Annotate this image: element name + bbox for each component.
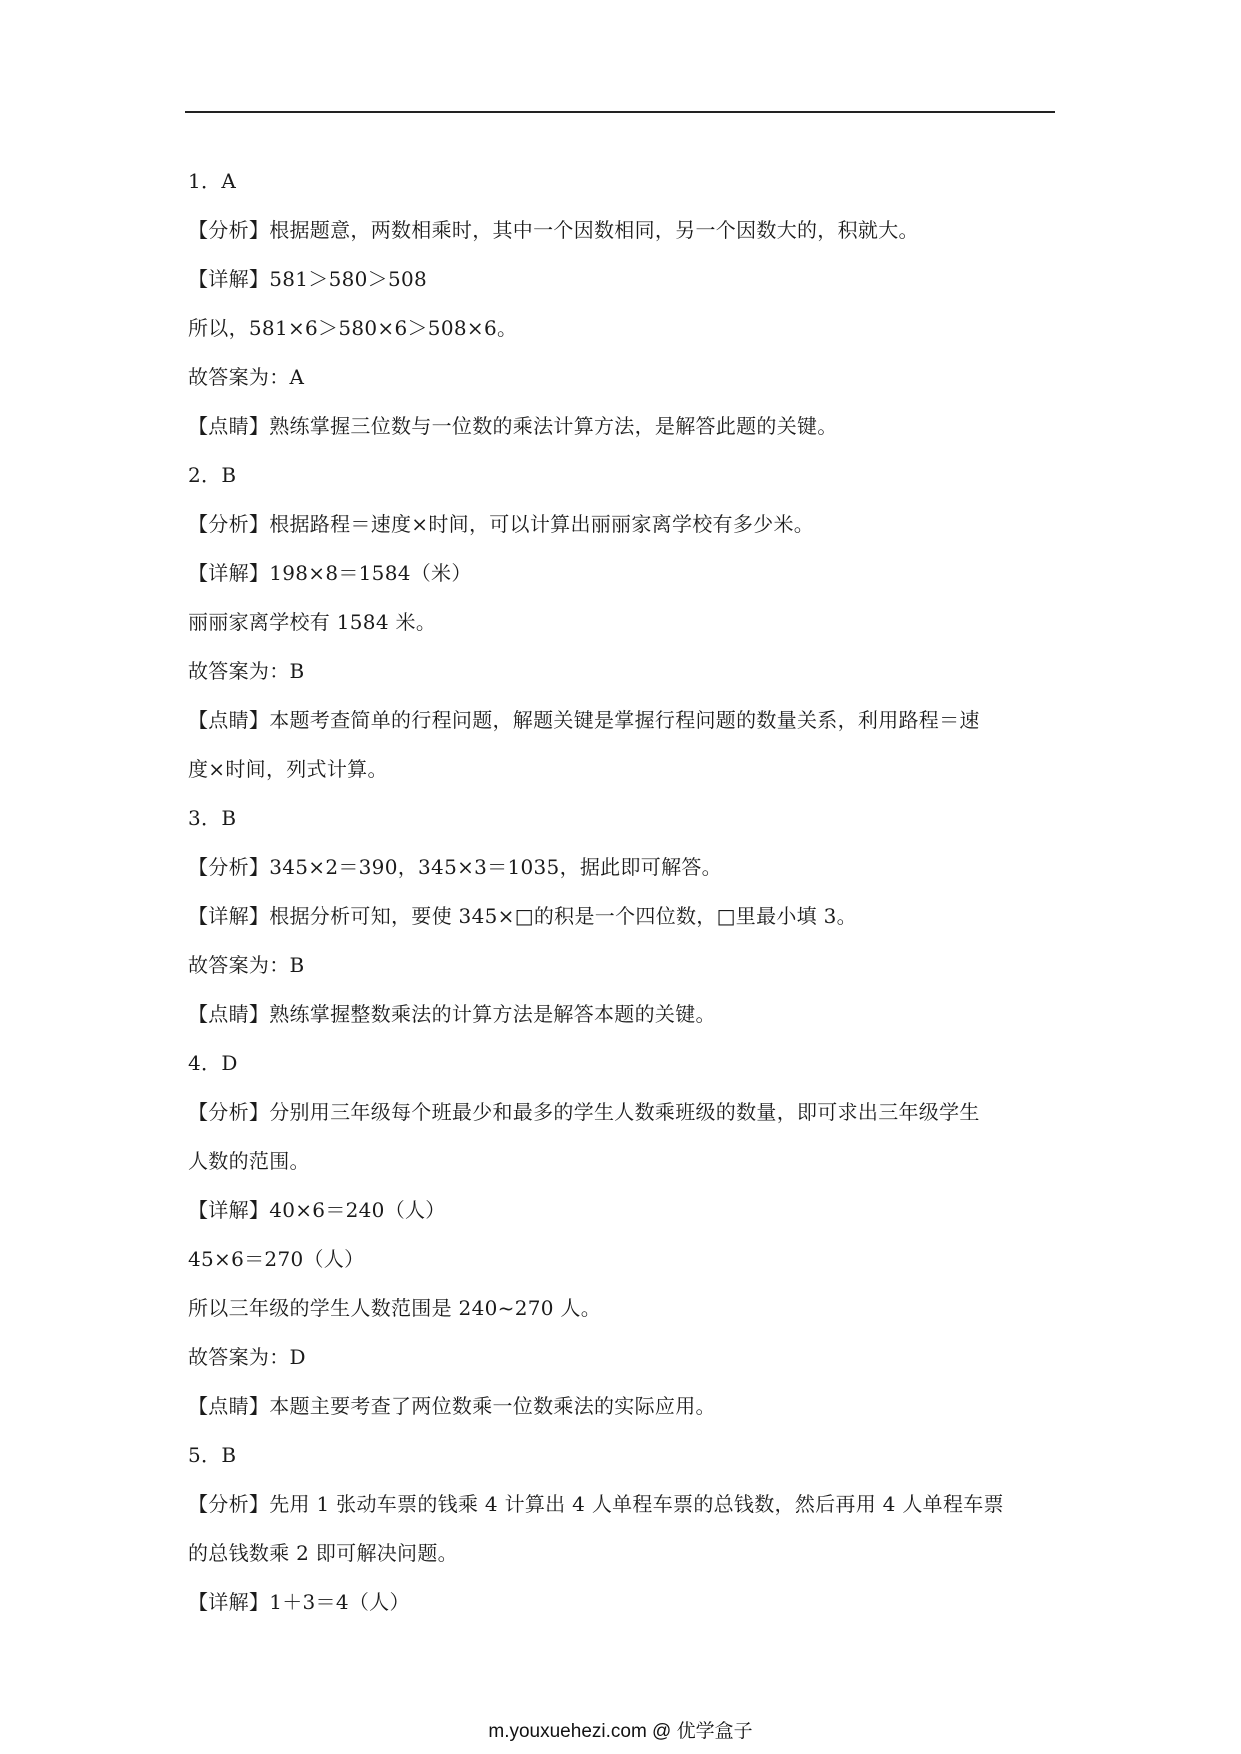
text-line: 【详解】根据分析可知，要使 345×□的积是一个四位数，□里最小填 3。 [188, 904, 857, 928]
text-line: 度×时间，列式计算。 [188, 757, 388, 781]
text-line: 丽丽家离学校有 1584 米。 [188, 610, 437, 634]
text-line: 1．A [188, 169, 237, 193]
footer-watermark: m.youxuehezi.com @ 优学盒子 [488, 1721, 753, 1742]
text-line: 【分析】根据题意，两数相乘时，其中一个因数相同，另一个因数大的，积就大。 [188, 218, 919, 242]
text-line: 【分析】根据路程＝速度×时间，可以计算出丽丽家离学校有多少米。 [188, 512, 815, 536]
text-line: 故答案为：B [188, 953, 305, 977]
text-line: 所以三年级的学生人数范围是 240~270 人。 [188, 1296, 602, 1320]
text-line: 4．D [188, 1051, 238, 1075]
text-line: 所以，581×6＞580×6＞508×6。 [188, 316, 518, 340]
text-line: 【详解】40×6＝240（人） [188, 1198, 446, 1222]
text-line: 【点睛】熟练掌握三位数与一位数的乘法计算方法，是解答此题的关键。 [188, 414, 838, 438]
text-line: 3．B [188, 806, 237, 830]
text-line: 【点睛】本题主要考查了两位数乘一位数乘法的实际应用。 [188, 1394, 716, 1418]
text-line: 【分析】345×2＝390，345×3＝1035，据此即可解答。 [188, 855, 722, 879]
text-line: 【分析】先用 1 张动车票的钱乘 4 计算出 4 人单程车票的总钱数，然后再用 4 人单程车票 [188, 1492, 1004, 1516]
text-line: 【详解】581＞580＞508 [188, 267, 428, 291]
header-rule [185, 111, 1055, 113]
text-line: 【分析】分别用三年级每个班最少和最多的学生人数乘班级的数量，即可求出三年级学生 [188, 1100, 980, 1124]
answer-text [188, 157, 1050, 1627]
text-line: 【详解】198×8＝1584（米） [188, 561, 472, 585]
text-line: 5．B [188, 1443, 237, 1467]
text-line: 2．B [188, 463, 237, 487]
text-line: 故答案为：A [188, 365, 305, 389]
text-line: 人数的范围。 [188, 1149, 310, 1173]
text-line: 故答案为：D [188, 1345, 306, 1369]
text-line: 的总钱数乘 2 即可解决问题。 [188, 1541, 458, 1565]
text-line: 【点睛】本题考查简单的行程问题，解题关键是掌握行程问题的数量关系，利用路程＝速 [188, 708, 980, 732]
text-line: 45×6＝270（人） [188, 1247, 365, 1271]
text-line: 【点睛】熟练掌握整数乘法的计算方法是解答本题的关键。 [188, 1002, 716, 1026]
text-line: 故答案为：B [188, 659, 305, 683]
text-line: 【详解】1＋3＝4（人） [188, 1590, 410, 1614]
